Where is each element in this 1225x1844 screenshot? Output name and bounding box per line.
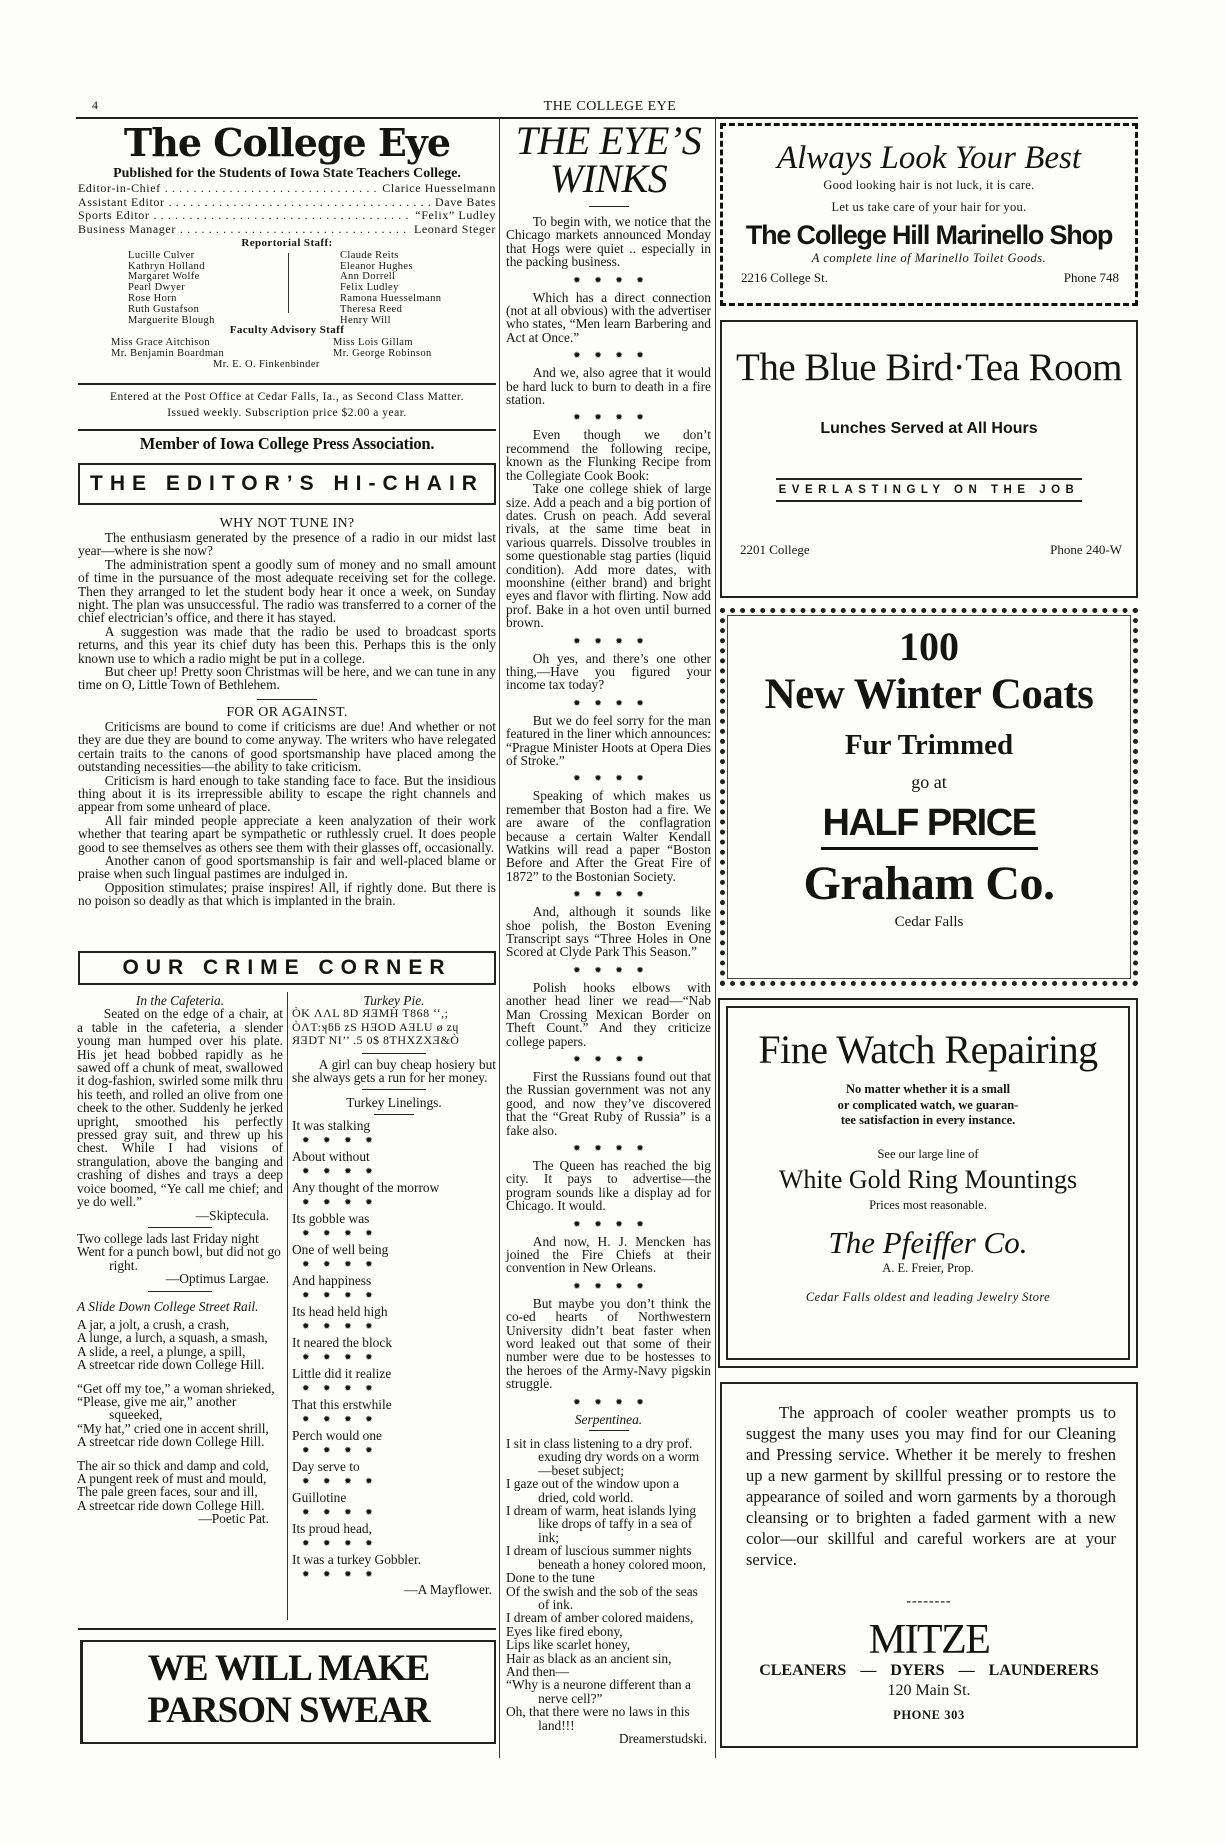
ad-text-line: No matter whether it is a small	[845, 1082, 1011, 1096]
winks-title: THE EYE’S	[515, 118, 702, 163]
poem-line: Hair as black as an ancient sin,	[506, 1650, 672, 1666]
dot-leader	[169, 196, 431, 210]
wink-item: To begin with, we notice that the Chicago markets announced Monday that Hogs were quiet .. especially in the packing business.	[506, 214, 711, 270]
article-title: WHY NOT TUNE IN?	[219, 516, 355, 531]
star-separator	[292, 1164, 496, 1180]
parson-line: WE WILL MAKE	[147, 1648, 430, 1689]
crime-right-column	[292, 994, 496, 1596]
star-separator	[292, 1195, 496, 1211]
star-separator	[506, 1048, 711, 1070]
star-separator	[506, 692, 711, 714]
subscription-notice: Issued weekly. Subscription price $2.00 a year.	[167, 407, 407, 419]
paragraph: Opposition stimulates; praise inspires! All, if rightly done. But there is no poison so deadly as that which is implanted in the brain.	[78, 879, 496, 909]
star-separator	[506, 883, 711, 905]
wink-item: The Queen has reached the big city. It pays to advertise—the program sounds like a display ad for Chicago. It would.	[506, 1157, 711, 1214]
shop-name: The Blue Bird·Tea Room	[736, 346, 1122, 389]
reporter-name: Ann Dorrell	[340, 271, 396, 283]
star-separator	[292, 1319, 496, 1335]
editors-hi-chair-heading: THE EDITOR’S HI-CHAIR	[78, 463, 496, 505]
paragraph: Another canon of good sportsmanship is fair and well-placed blame or praise when such lingual pastimes are indulged in.	[78, 852, 496, 882]
masthead	[78, 122, 496, 372]
signature: —Optimus Largae.	[165, 1271, 269, 1287]
ad-count: 100	[899, 624, 959, 669]
bluebird-ad	[720, 320, 1138, 598]
lineling-line: It neared the block	[292, 1334, 393, 1350]
reporter-name: Claude Reits	[340, 249, 399, 261]
signature: —A Mayflower.	[404, 1581, 492, 1597]
poem-line: I sit in class listening to a dry prof. exuding dry words on a worm—beset subject;	[506, 1436, 700, 1478]
ad-headline: Always Look Your Best	[776, 140, 1082, 176]
article-body	[78, 720, 496, 908]
ad-address: 2216 College St.	[741, 270, 829, 285]
reporter-name: Lucille Culver	[128, 249, 195, 261]
pied-type	[292, 1007, 496, 1047]
poem-line: “Please, give me air,” another squeeked,	[77, 1393, 237, 1423]
poem-line: “Get off my toe,” a woman shrieked,	[77, 1380, 275, 1396]
lineling-line: It was stalking	[292, 1117, 371, 1133]
ad-subheadline: White Gold Ring Mountings	[778, 1164, 1078, 1194]
ad-divider: --------	[906, 1594, 952, 1609]
reporter-name: Henry Will	[340, 314, 391, 326]
staff-role: Business Manager	[78, 221, 176, 236]
reporter-name: Theresa Reed	[340, 303, 403, 315]
poem-line: A streetcar ride down College Hill.	[77, 1434, 265, 1450]
paragraph: Criticism is hard enough to take standing face to face. But the insidious thing about it is its irrepressible ability to escape the right channels and appear from some unheard of place.	[78, 772, 496, 815]
star-separator	[506, 630, 711, 652]
poem-line: Went for a punch bowl, but did not go right.	[77, 1244, 281, 1273]
star-separator	[292, 1567, 496, 1583]
ad-text: Fur Trimmed	[844, 729, 1014, 761]
poem-line: Oh, that there were no laws in this land!!!	[506, 1704, 690, 1733]
star-separator	[506, 406, 711, 428]
wink-item: First the Russians found out that the Russian government was not any good, and now they’ve discovered that the “Great Ruby of Russia” is a fake also.	[506, 1068, 711, 1138]
shop-name: The College Hill Marinello Shop	[745, 220, 1113, 250]
guarantee-text	[728, 1082, 1128, 1129]
press-association: Member of Iowa College Press Association.	[139, 434, 435, 453]
staff-role: Sports Editor	[78, 208, 150, 222]
dot-leader	[165, 182, 379, 196]
staff-name: Dave Bates	[435, 194, 496, 209]
ad-tagline: A complete line of Marinello Toilet Goods.	[811, 251, 1047, 265]
lineling-line: Its head held high	[292, 1303, 388, 1319]
paragraph: The administration spent a goodly sum of money and no small amount of time in the pursuance of the most adequate receiving set for the college. Then they arranged to let the student body hear it once a week, on Sunday night. The plan was unsuccessful. The radio was transferred to a corner of the chief electrician’s office, and there it has stayed.	[78, 556, 496, 626]
ad-text: See our large line of	[877, 1146, 979, 1161]
reporter-name: Pearl Dwyer	[128, 282, 186, 294]
reporter-name: Eleanor Hughes	[340, 260, 413, 272]
star-separator	[506, 767, 711, 789]
poem-line: I gaze out of the window upon a dried, cold world.	[506, 1476, 679, 1505]
faculty-member: Mr. Benjamin Boardman	[111, 347, 225, 359]
poem-line: And then—	[506, 1663, 569, 1679]
poem-title: A Slide Down College Street Rail.	[77, 1298, 259, 1314]
wink-item: And now, H. J. Mencken has joined the Fire Chiefs at their convention in New Orleans.	[506, 1233, 711, 1276]
ad-phone: Phone 240-W	[1050, 542, 1122, 557]
running-title: THE COLLEGE EYE	[543, 99, 677, 114]
crime-left-column	[77, 994, 283, 1526]
ad-address: 120 Main St.	[887, 1682, 971, 1699]
article-title: FOR OR AGAINST.	[226, 704, 348, 720]
poem-title: Turkey Linelings.	[346, 1095, 442, 1111]
wink-item: Which has a direct connection (not at all obvious) with the advertiser who states, “Men learn Barbering and Act at Once.”	[506, 289, 711, 345]
ad-text: Lunches Served at All Hours	[820, 420, 1038, 437]
mitze-ad	[720, 1382, 1138, 1748]
ad-city: Cedar Falls	[894, 914, 964, 930]
reportorial-heading: Reportorial Staff:	[241, 237, 333, 249]
stanza	[77, 1318, 283, 1372]
star-separator	[506, 344, 711, 366]
paragraph: All fair minded people appreciate a keen analyzation of their work whether that tearing apart be sympathetic or ruthlessly cruel. It does people good to see themselves as others see them with their glasses off, occasionally.	[78, 812, 496, 855]
lineling-line: Its gobble was	[292, 1210, 370, 1226]
pied-type-line: ÒK ΛΛL 8D ЯƎMH T868 ‘‘,;	[292, 1007, 449, 1021]
faculty-member: Miss Grace Aitchison	[111, 336, 210, 348]
poem-line: The pale green faces, sour and ill,	[77, 1484, 258, 1500]
faculty-member: Miss Lois Gillam	[333, 336, 413, 348]
marinello-ad	[720, 123, 1138, 306]
punch-bowl-verse	[77, 1232, 283, 1272]
ad-proprietor: A. E. Freier, Prop.	[882, 1260, 974, 1275]
service: LAUNDERERS	[988, 1662, 1099, 1679]
poem-line: A streetcar ride down College Hill.	[77, 1497, 265, 1513]
paragraph: Criticisms are bound to come if criticisms are due! And whether or not they are due they are bound to come anyway. The writers who have relegated certain traits to the canons of good sportsmanship have placed among the outstanding necessities—the ability to take criticism.	[78, 718, 496, 775]
paragraph: A suggestion was made that the radio be used to broadcast sports returns, and this year its chief duty has been this. Perhaps this is the only known use to which a radio might be put in a college.	[78, 623, 496, 666]
winks-title: WINKS	[549, 156, 668, 201]
article-body	[78, 531, 496, 692]
lineling-line: Little did it realize	[292, 1365, 392, 1381]
pied-type-line: ЯƎDT NI’’ .5 0$ 8THXZXƎ&Ò	[292, 1033, 460, 1048]
serpentinea-poem	[506, 1437, 711, 1732]
reporter-name: Margaret Wolfe	[128, 271, 200, 283]
crime-corner-heading: OUR CRIME CORNER	[78, 951, 496, 985]
shop-name: Graham Co.	[803, 857, 1055, 910]
faculty-heading: Faculty Advisory Staff	[229, 323, 345, 336]
star-separator	[292, 1350, 496, 1366]
star-separator	[506, 959, 711, 981]
star-separator	[292, 1226, 496, 1242]
ad-text: go at	[911, 772, 947, 792]
wink-item: And, although it sounds like shoe polish, the Boston Evening Transcript says “Three Holes in One Scored at Clyde Park This Season.”	[506, 904, 711, 960]
staff-line	[78, 209, 496, 223]
wink-item: But maybe you don’t think the co-ed hearts of Northwestern University didn’t beat faster when word leaked out that some of their number were due to be hostesses to the heroes of the Army-Navy pigskin struggle.	[506, 1295, 711, 1392]
lineling-line: About without	[292, 1148, 370, 1164]
paragraph: The enthusiasm generated by the presence of a radio in our midst last year—where is she now?	[78, 530, 496, 559]
editorial-staff	[78, 182, 496, 236]
ad-address: 2201 College	[740, 542, 810, 557]
wink-item: Even though we don’t recommend the following recipe, known as the Flunking Recipe from the Collegiate Cook Book:	[506, 427, 711, 483]
poem-line: “My hat,” cried one in accent shrill,	[77, 1420, 269, 1436]
star-separator	[292, 1505, 496, 1521]
lineling-line: Guillotine	[292, 1489, 347, 1505]
reporter-name: Ruth Gustafson	[128, 303, 200, 315]
star-separator	[506, 1213, 711, 1235]
star-separator	[292, 1133, 496, 1149]
reporter-name: Rose Horn	[128, 292, 177, 304]
reporter-name: Ramona Huesselmann	[340, 292, 442, 304]
ad-slogan: EVERLASTINGLY ON THE JOB	[776, 478, 1082, 502]
reporter-name: Kathryn Holland	[128, 260, 205, 272]
ad-text-line: or complicated watch, we guaran-	[837, 1097, 1019, 1112]
recipe-text: Take one college shiek of large size. Add a peach and a big portion of dates. Crush on peach. Add several rivals, at the same time beat in various quarrels. Dissolve troubles in some questionable stag parties (liquid condition). Add more dates, with moonshine (either brand) and bright eyes and flavor with flirting. Now add prof. Bake in a hot oven until burned brown.	[506, 481, 711, 631]
newspaper-title: The College Eye	[123, 120, 451, 165]
service: DYERS	[890, 1662, 945, 1679]
star-separator	[506, 1275, 711, 1297]
staff-line	[78, 196, 496, 210]
staff-role: Editor-in-Chief	[78, 181, 161, 195]
wink-item: But we do feel sorry for the man featured in the liner which announces: “Prague Minister Hoots at Opera Dies of Stroke.”	[506, 712, 711, 768]
star-separator	[292, 1536, 496, 1552]
lineling-line: And happiness	[292, 1272, 372, 1288]
staff-line	[78, 223, 496, 237]
wink-item: Polish hooks elbows with another head liner we read—“Nab Man Crossing Mexican Border on Theft Count.” And they criticize college papers.	[506, 979, 711, 1049]
staff-name: Clarice Huesselmann	[382, 181, 496, 195]
poem-line: I dream of luscious summer nights beneath a honey colored moon,	[506, 1543, 706, 1572]
poem-line: Two college lads last Friday night	[77, 1230, 259, 1246]
poem-line: Of the swish and the sob of the seas of ink.	[506, 1583, 698, 1612]
star-separator	[292, 1474, 496, 1490]
pied-type-line: ÒɅT:ʞƃƃ zS HƎOD AƎLU ø zɥ	[292, 1019, 459, 1034]
lineling-line: Perch would one	[292, 1427, 382, 1443]
ad-text: Let us take care of your hair for you.	[831, 200, 1027, 214]
ad-services: CLEANERS — DYERS — LAUNDERERS	[759, 1662, 1099, 1679]
faculty-member: Mr. George Robinson	[333, 347, 432, 359]
hosiery-joke: A girl can buy cheap hosiery but she always gets a run for her money.	[292, 1056, 496, 1086]
editorial-column	[78, 516, 496, 908]
reporter-name: Felix Ludley	[340, 282, 399, 294]
lineling-line: Its proud head,	[292, 1520, 372, 1536]
parson-line: PARSON SWEAR	[147, 1690, 430, 1731]
dot-leader	[180, 223, 410, 237]
graham-ad	[720, 608, 1138, 986]
signature: —Poetic Pat.	[198, 1511, 269, 1527]
ad-text: Prices most reasonable.	[869, 1197, 987, 1212]
shop-name: MITZE	[868, 1617, 990, 1663]
lineling-line: That this erstwhile	[292, 1396, 392, 1412]
page-number: 4	[92, 98, 98, 112]
wink-item: And we, also agree that it would be hard luck to burn to death in a fire station.	[506, 365, 711, 408]
poem-line: The air so thick and damp and cold,	[77, 1457, 269, 1473]
star-separator	[506, 1137, 711, 1159]
staff-line	[78, 182, 496, 196]
story-title: Turkey Pie.	[363, 993, 425, 1008]
ad-headline: New Winter Coats	[764, 671, 1094, 718]
paragraph: But cheer up! Pretty soon Christmas will be here, and we can tune in any time on O, Little Town of Bethlehem.	[78, 664, 496, 693]
stanza	[77, 1459, 283, 1513]
pfeiffer-ad	[718, 998, 1138, 1368]
lineling-line: Any thought of the morrow	[292, 1179, 440, 1195]
story-text: Seated on the edge of a chair, at a table in the cafeteria, a slender young man humped over his plate. His jet head bobbed rapidly as he sawed off a chunk of meat, swallowed it dog-fashion, swirled some milk thru his teeth, and rolled an olive from one cheek to the other. Suddenly he jerked upright, smoothed his perfectly pressed gray suit, and threw up his chest. While I had visions of strangulation, above the banging and crashing of dishes and trays a deep voice boomed, “Ye call me chief; and ye do well.”	[77, 1006, 283, 1210]
poem-line: I dream of amber colored maidens,	[506, 1610, 694, 1626]
ad-body: The approach of cooler weather prompts us to suggest the many uses you may find for our Cleaning and Pressing service. Whether it be merely to freshen up a new garment by skillful pressing or to restore the appearance of soiled and worn garments by a thorough cleansing or to brighten a faded garment with a new color—our skillful and careful workers are at your service.	[746, 1403, 1116, 1569]
wink-item: Speaking of which makes us remember that Boston had a fire. We are aware of the conflagration because a certain Walter Kendall Watkins will read a paper “Boston Before and After the Great Fire of 1872” to the Bostonian Society.	[506, 788, 711, 884]
faculty-member: Mr. E. O. Finkenbinder	[213, 358, 320, 370]
star-separator	[292, 1288, 496, 1304]
staff-name: Leonard Steger	[413, 221, 496, 236]
ad-price: HALF PRICE	[821, 801, 1038, 850]
signature: —Skiptecula.	[195, 1207, 269, 1223]
poem-line: A pungent reek of must and mould,	[77, 1471, 267, 1486]
lineling-line: Day serve to	[292, 1458, 360, 1474]
wink-item: Oh yes, and there’s one other thing,—Have you figured your income tax today?	[506, 650, 711, 693]
winks-column	[506, 118, 711, 1745]
service: CLEANERS	[759, 1662, 847, 1679]
star-separator	[292, 1257, 496, 1273]
parson-box	[80, 1640, 496, 1744]
dot-leader	[153, 209, 411, 223]
ad-headline: Fine Watch Repairing	[758, 1027, 1098, 1072]
signature: Dreamerstudski.	[618, 1730, 707, 1746]
poem-line: Eyes like fired ebony,	[506, 1623, 623, 1639]
postal-notice: Entered at the Post Office at Cedar Falls, Ia., as Second Class Matter.	[109, 391, 464, 403]
ad-phone: Phone 748	[1063, 270, 1119, 285]
star-separator	[292, 1443, 496, 1459]
shop-name: The Pfeiffer Co.	[828, 1224, 1028, 1260]
poem-line: I dream of warm, heat islands lying like drops of taffy in a sea of ink;	[506, 1503, 697, 1545]
star-separator	[506, 269, 711, 291]
stanza	[77, 1382, 283, 1449]
star-separator	[506, 1391, 711, 1413]
poem-line: A jar, a jolt, a crush, a crash,	[77, 1316, 230, 1332]
ad-tagline: Cedar Falls oldest and leading Jewelry Store	[805, 1289, 1051, 1304]
lineling-line: One of well being	[292, 1241, 389, 1257]
star-separator	[292, 1381, 496, 1397]
star-separator	[292, 1412, 496, 1428]
lineling-line: It was a turkey Gobbler.	[292, 1551, 422, 1567]
poem-line: “Why is a neurone different than a nerve cell?”	[506, 1677, 691, 1706]
reporter-name: Marguerite Blough	[128, 314, 215, 326]
poem-title: Serpentinea.	[574, 1411, 643, 1427]
reportorial-right	[340, 251, 441, 327]
poem-line: Done to the tune	[506, 1570, 595, 1586]
staff-role: Assistant Editor	[78, 194, 165, 209]
ad-text: Good looking hair is not luck, it is care.	[823, 178, 1035, 192]
staff-name: “Felix” Ludley	[415, 208, 496, 222]
poem-line: A lunge, a lurch, a squash, a smash,	[77, 1330, 268, 1346]
ad-phone: PHONE 303	[893, 1708, 965, 1722]
masthead-subtitle: Published for the Students of Iowa State Teachers College.	[113, 166, 461, 181]
poem-line: A streetcar ride down College Hill.	[77, 1357, 265, 1373]
winks-items	[506, 215, 711, 1391]
poem-line: Lips like scarlet honey,	[506, 1637, 631, 1653]
turkey-linelings	[292, 1118, 496, 1583]
ad-text-line: tee satisfaction in every instance.	[840, 1113, 1016, 1127]
reportorial-left	[128, 251, 215, 327]
story-title: In the Cafeteria.	[135, 993, 225, 1008]
poem-line: A slide, a reel, a plunge, a spill,	[77, 1343, 246, 1359]
